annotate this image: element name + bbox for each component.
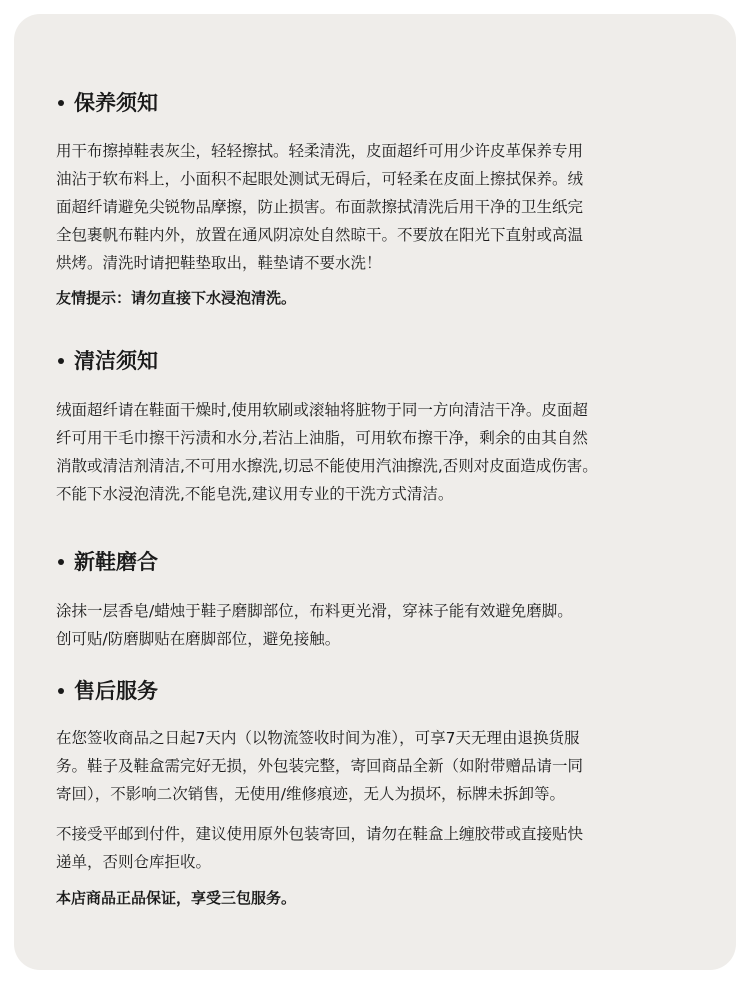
paragraph-line: 用干布擦掉鞋表灰尘，轻轻擦拭。轻柔清洗，皮面超纤可用少许皮革保养专用 <box>56 142 584 160</box>
section-heading <box>56 88 696 118</box>
paragraph-line: 务。鞋子及鞋盒需完好无损，外包装完整，寄回商品全新（如附带赠品请一同 <box>56 757 584 775</box>
bullet-dot <box>58 559 64 565</box>
paragraph-line: 绒面超纤请在鞋面干燥时,使用软刷或滚轴将脏物于同一方向清洁干净。皮面超 <box>56 401 588 419</box>
section-paragraph <box>56 396 696 508</box>
section-title: 保养须知 <box>74 91 158 115</box>
section-break-in <box>56 547 696 653</box>
paragraph-line: 消散或清洁剂清洁,不可用水擦洗,切忌不能使用汽油擦洗,否则对皮面造成伤害。 <box>56 457 598 475</box>
section-care <box>56 88 696 312</box>
section-after-sales <box>56 676 696 912</box>
section-cleaning <box>56 346 696 508</box>
paragraph-line: 全包裹帆布鞋内外，放置在通风阴凉处自然晾干。不要放在阳光下直射或高温 <box>56 226 584 244</box>
section-heading <box>56 547 696 577</box>
guarantee-note: 本店商品正品保证，享受三包服务。 <box>56 889 297 907</box>
paragraph-line: 纤可用干毛巾擦干污渍和水分,若沾上油脂，可用软布擦干净，剩余的由其自然 <box>56 429 588 447</box>
section-paragraph <box>56 597 696 653</box>
section-heading <box>56 676 696 706</box>
paragraph-line: 烘烤。清洗时请把鞋垫取出，鞋垫请不要水洗！ <box>56 254 382 272</box>
section-title: 新鞋磨合 <box>74 550 158 574</box>
paragraph-line: 油沾于软布料上，小面积不起眼处测试无碍后，可轻柔在皮面上擦拭保养。绒 <box>56 170 584 188</box>
paragraph-line: 在您签收商品之日起7天内（以物流签收时间为准），可享7天无理由退换货服 <box>56 729 580 747</box>
paragraph-line: 不接受平邮到付件，建议使用原外包装寄回，请勿在鞋盒上缠胶带或直接贴快 <box>56 825 584 843</box>
bullet-dot <box>58 688 64 694</box>
section-title: 售后服务 <box>74 679 158 703</box>
paragraph-line: 涂抹一层香皂/蜡烛于鞋子磨脚部位，布料更光滑，穿袜子能有效避免磨脚。 <box>56 602 573 620</box>
paragraph-line: 创可贴/防磨脚贴在磨脚部位，避免接触。 <box>56 630 341 648</box>
bullet-dot <box>58 358 64 364</box>
section-heading <box>56 346 696 376</box>
paragraph-line: 不能下水浸泡清洗,不能皂洗,建议用专业的干洗方式清洁。 <box>56 485 454 503</box>
section-paragraph <box>56 820 696 876</box>
section-paragraph <box>56 137 696 277</box>
paragraph-line: 寄回），不影响二次销售，无使用/维修痕迹，无人为损坏，标牌未拆卸等。 <box>56 785 565 803</box>
friendly-tip: 友情提示：请勿直接下水浸泡清洗。 <box>56 289 297 307</box>
section-title: 清洁须知 <box>74 349 158 373</box>
paragraph-line: 递单，否则仓库拒收。 <box>56 853 212 871</box>
paragraph-line: 面超纤请避免尖锐物品摩擦，防止损害。布面款擦拭清洗后用干净的卫生纸完 <box>56 198 584 216</box>
bullet-dot <box>58 100 64 106</box>
section-paragraph <box>56 724 696 808</box>
